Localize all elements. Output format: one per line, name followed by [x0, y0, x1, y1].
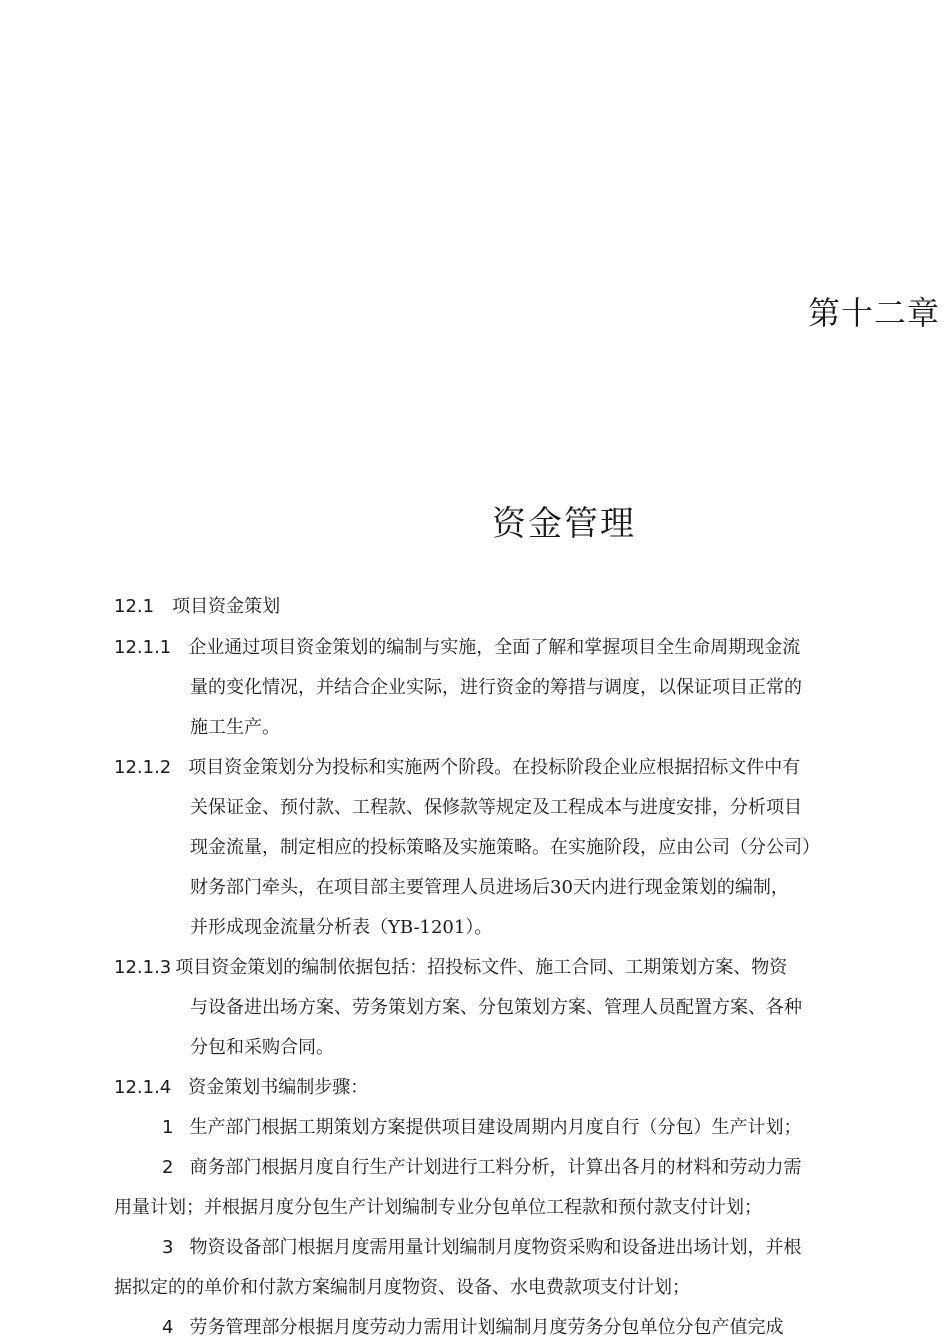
- paragraph-line: [114, 1076, 368, 1100]
- paragraph-line: 并形成现金流量分析表（YB-1201）。: [190, 917, 493, 938]
- clause-number: 12.1.1: [114, 637, 172, 658]
- page-title: 资金管理: [492, 504, 636, 544]
- step-text: 商务部门根据月度自行生产计划进行工料分析，计算出各月的材料和劳动力需: [189, 1157, 802, 1178]
- paragraph-line: [114, 756, 800, 780]
- paragraph-line: 施工生产。: [190, 717, 280, 738]
- clause-number: 12.1.4: [114, 1077, 172, 1098]
- step-number: 4: [162, 1317, 174, 1338]
- section-number: 12.1: [114, 596, 155, 617]
- clause-number: 12.1.2: [114, 757, 172, 778]
- step-continuation: 用量计划；并根据月度分包生产计划编制专业分包单位工程款和预付款支付计划；: [114, 1197, 762, 1218]
- section-title: 项目资金策划: [172, 596, 281, 617]
- clause-text: 资金策划书编制步骤：: [188, 1077, 369, 1098]
- step-item: [162, 1316, 783, 1340]
- chapter-heading: 第十二章: [808, 294, 941, 332]
- paragraph-line: 分包和采购合同。: [190, 1037, 334, 1058]
- clause-text: 企业通过项目资金策划的编制与实施，全面了解和掌握项目全生命周期现金流: [188, 637, 801, 658]
- step-item: [162, 1236, 801, 1260]
- step-continuation: 据拟定的的单价和付款方案编制月度物资、设备、水电费款项支付计划；: [114, 1277, 690, 1298]
- section-heading: [114, 595, 280, 619]
- step-number: 2: [162, 1157, 174, 1178]
- paragraph-line: 财务部门牵头，在项目部主要管理人员进场后30天内进行现金策划的编制，: [190, 877, 789, 898]
- clause-text: 项目资金策划分为投标和实施两个阶段。在投标阶段企业应根据招标文件中有: [188, 757, 801, 778]
- paragraph-line: 量的变化情况，并结合企业实际，进行资金的筹措与调度，以保证项目正常的: [190, 677, 802, 698]
- paragraph-line: [114, 956, 787, 980]
- clause-number: 12.1.3: [114, 957, 172, 978]
- step-text: 劳务管理部分根据月度劳动力需用计划编制月度劳务分包单位分包产值完成: [189, 1317, 784, 1338]
- paragraph-line: [114, 636, 800, 660]
- step-number: 1: [162, 1117, 174, 1138]
- step-item: [162, 1156, 801, 1180]
- paragraph-line: 与设备进出场方案、劳务策划方案、分包策划方案、管理人员配置方案、各种: [190, 997, 802, 1018]
- step-text: 物资设备部门根据月度需用量计划编制月度物资采购和设备进出场计划，并根: [189, 1237, 802, 1258]
- paragraph-line: 现金流量，制定相应的投标策略及实施策略。在实施阶段，应由公司（分公司）: [190, 837, 820, 858]
- clause-text: 项目资金策划的编制依据包括：招投标文件、施工合同、工期策划方案、物资: [175, 957, 788, 978]
- paragraph-line: 关保证金、预付款、工程款、保修款等规定及工程成本与进度安排，分析项目: [190, 797, 802, 818]
- step-item: [162, 1116, 801, 1140]
- step-text: 生产部门根据工期策划方案提供项目建设周期内月度自行（分包）生产计划；: [189, 1117, 802, 1138]
- step-number: 3: [162, 1237, 174, 1258]
